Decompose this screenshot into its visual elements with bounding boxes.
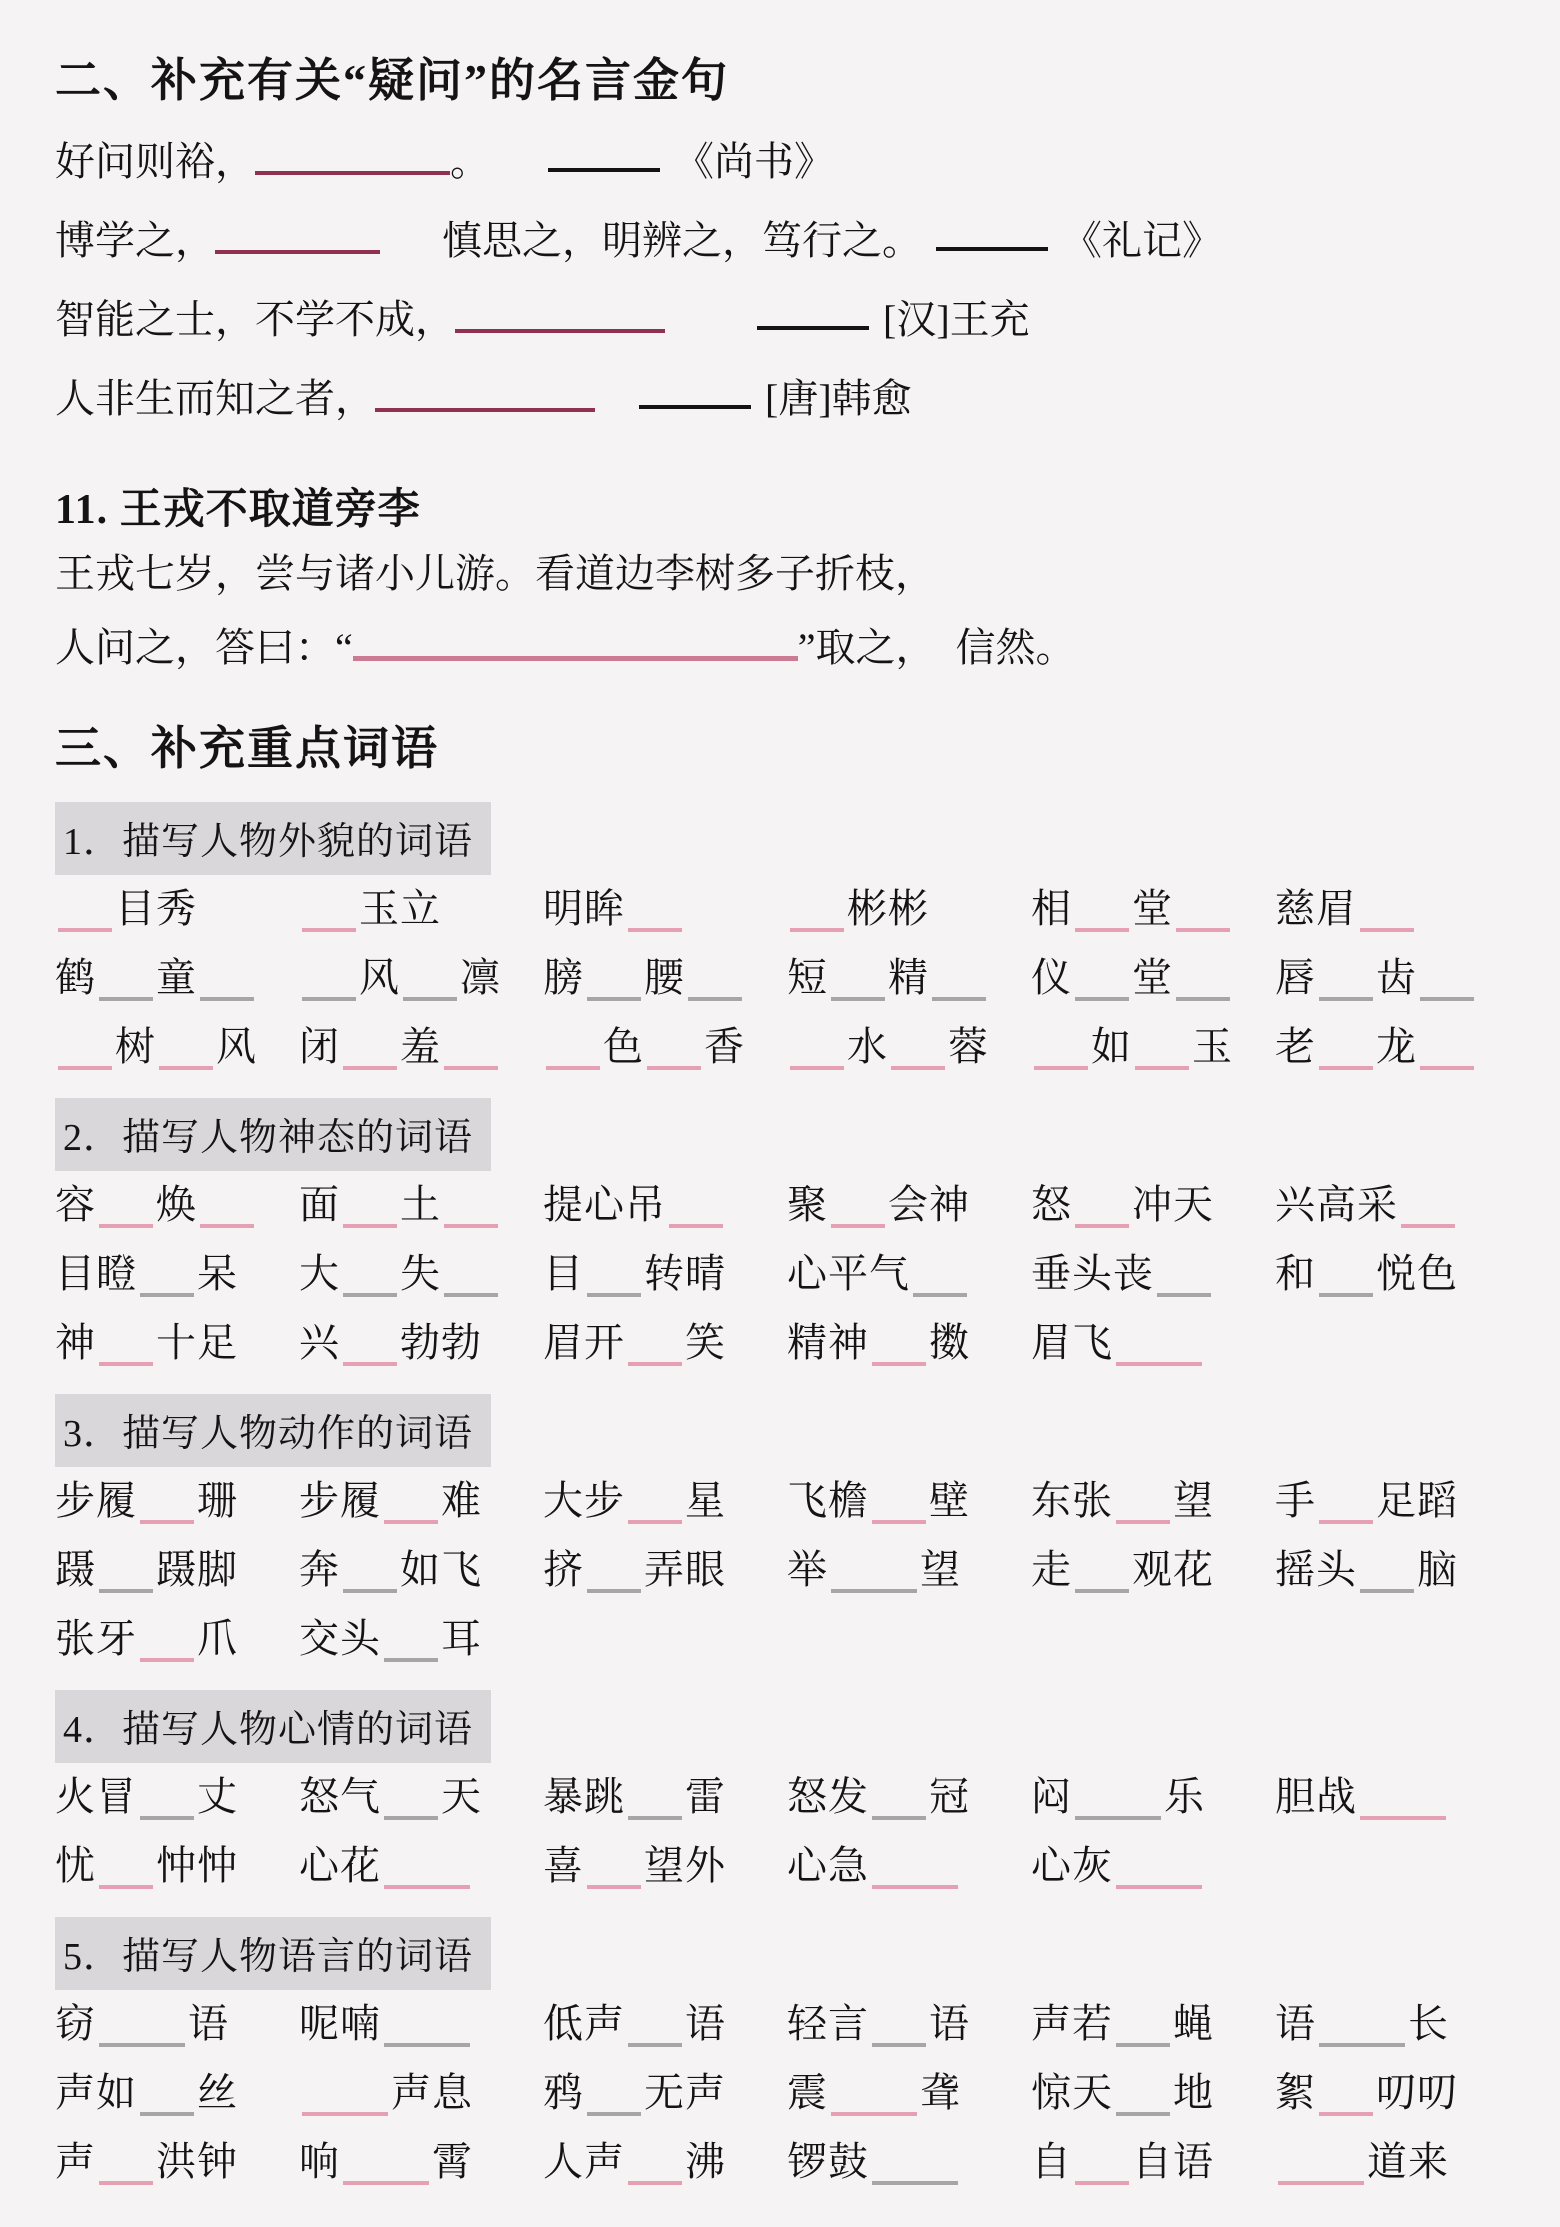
word-blank	[872, 1810, 926, 1820]
word-item: 相 堂	[1031, 877, 1261, 934]
word-blank	[444, 1060, 498, 1070]
word-item: 呢喃	[299, 1992, 529, 2049]
word-item: 喜 望外	[543, 1843, 726, 1888]
word-blank	[688, 991, 742, 1001]
word-blank	[932, 991, 986, 1001]
word-item: 鹤 童	[55, 946, 285, 1003]
word-item: 慈眉	[1275, 877, 1505, 934]
word-item: 容 焕	[55, 1173, 285, 1230]
quote-pre-text: 人非生而知之者，	[55, 376, 375, 421]
word-blank	[99, 1583, 153, 1593]
word-blank	[140, 1810, 194, 1820]
word-blank	[140, 2106, 194, 2116]
word-item: 交头 耳	[299, 1616, 482, 1661]
word-blank	[872, 2175, 958, 2185]
lesson-title: 11. 王戎不取道旁李	[55, 487, 421, 533]
word-blank	[384, 1810, 438, 1820]
quote-answer-blank	[255, 165, 450, 175]
word-blank	[343, 1583, 397, 1593]
word-blank	[587, 1879, 641, 1889]
quote-source: 《尚书》	[674, 139, 834, 184]
word-blank	[1319, 1060, 1373, 1070]
word-row	[55, 1538, 1505, 1607]
word-item: 眉飞	[1031, 1311, 1261, 1368]
subsection-header: 4．描写人物心情的词语	[55, 1690, 491, 1763]
word-item: 摇头 脑	[1275, 1547, 1458, 1592]
subsection-header: 1．描写人物外貌的词语	[55, 802, 491, 875]
word-blank	[1034, 1060, 1088, 1070]
word-blank	[587, 1287, 641, 1297]
word-blank	[628, 1810, 682, 1820]
word-row	[55, 1992, 1505, 2061]
quote-source: [汉]王充	[883, 297, 1030, 342]
quote-line	[55, 130, 1505, 209]
word-item: 举 望	[787, 1547, 961, 1592]
word-item: 明眸	[543, 877, 773, 934]
word-blank	[647, 1060, 701, 1070]
word-blank	[1157, 1287, 1211, 1297]
word-item: 心急	[787, 1834, 1017, 1891]
word-blank	[99, 991, 153, 1001]
word-blank	[891, 1060, 945, 1070]
word-item: 锣鼓	[787, 2130, 1017, 2187]
word-item: 奔 如飞	[299, 1547, 482, 1592]
quotes-list	[55, 130, 1505, 446]
word-blank	[343, 1060, 397, 1070]
word-item: 絮 叨叨	[1275, 2070, 1458, 2115]
word-blank	[1176, 922, 1230, 932]
word-item: 风 凛	[299, 946, 529, 1003]
quote-source: [唐]韩愈	[765, 376, 912, 421]
word-blank	[913, 1287, 967, 1297]
word-blank	[628, 2037, 682, 2047]
lesson-answer-blank	[353, 650, 798, 661]
word-item: 提心吊	[543, 1173, 773, 1230]
word-item: 精神 擞	[787, 1320, 970, 1365]
word-item: 彬彬	[787, 877, 1017, 934]
word-blank	[1360, 1810, 1446, 1820]
word-item: 怒 冲天	[1031, 1182, 1214, 1227]
word-item: 自 自语	[1031, 2139, 1214, 2184]
word-blank	[1278, 2175, 1364, 2185]
word-item: 面 土	[299, 1173, 529, 1230]
lesson-line-2	[55, 616, 1505, 690]
word-blank	[159, 1060, 213, 1070]
word-item: 垂头丧	[1031, 1242, 1261, 1299]
word-blank	[546, 1060, 600, 1070]
word-blank	[1116, 2037, 1170, 2047]
word-item: 窃 语	[55, 2001, 229, 2046]
word-item: 兴 勃勃	[299, 1320, 482, 1365]
word-item: 唇 齿	[1275, 946, 1505, 1003]
lesson-text: 王戎七岁，尝与诸小儿游。看道边李树多子折枝，	[55, 551, 935, 596]
lesson-line-1	[55, 542, 1505, 616]
word-blank	[302, 991, 356, 1001]
word-blank	[343, 1218, 397, 1228]
quote-post-text: 慎思之，明辨之，笃行之。	[442, 218, 922, 263]
word-blank	[628, 2175, 682, 2185]
word-blank	[831, 1218, 885, 1228]
word-blank	[628, 1514, 682, 1524]
word-item: 火冒 丈	[55, 1774, 238, 1819]
word-item: 暴跳 雷	[543, 1774, 726, 1819]
subsection-header: 3．描写人物动作的词语	[55, 1394, 491, 1467]
word-blank	[872, 1514, 926, 1524]
subsection-header: 5．描写人物语言的词语	[55, 1917, 491, 1990]
word-item: 胆战	[1275, 1765, 1505, 1822]
word-blank	[1319, 2037, 1405, 2047]
word-blank	[831, 2106, 917, 2116]
word-blank	[790, 922, 844, 932]
quote-source: 《礼记》	[1062, 218, 1222, 263]
word-blank	[343, 1356, 397, 1366]
quotes-section-title: 二、补充有关“疑问”的名言金句	[55, 55, 729, 106]
word-blank	[628, 922, 682, 932]
word-blank	[140, 1514, 194, 1524]
word-blank	[1319, 1287, 1373, 1297]
word-item: 轻言 语	[787, 2001, 970, 2046]
word-blank	[1319, 1514, 1373, 1524]
word-item: 声如 丝	[55, 2070, 238, 2115]
word-row	[55, 877, 1505, 946]
lesson-text: ”取之， 信然。	[797, 625, 1076, 670]
word-item: 老 龙	[1275, 1015, 1505, 1072]
word-item: 步履 难	[299, 1478, 482, 1523]
lesson-text: 人问之，答曰：“	[55, 625, 353, 670]
quote-post-text: 。	[450, 139, 490, 184]
word-item: 色 香	[543, 1015, 773, 1072]
word-row	[55, 946, 1505, 1015]
word-blank	[140, 1287, 194, 1297]
word-item: 蹑 蹑脚	[55, 1547, 238, 1592]
word-blank	[1116, 1356, 1202, 1366]
word-item: 眉开 笑	[543, 1320, 726, 1365]
word-blank	[587, 1583, 641, 1593]
word-item: 心花	[299, 1834, 529, 1891]
word-blank	[1319, 991, 1373, 1001]
word-row	[55, 1015, 1505, 1084]
word-blank	[1360, 1583, 1414, 1593]
word-blank	[384, 1514, 438, 1524]
word-item: 张牙 爪	[55, 1616, 238, 1661]
word-item: 膀 腰	[543, 946, 773, 1003]
word-blank	[1075, 1218, 1129, 1228]
word-item: 步履 珊	[55, 1478, 238, 1523]
word-item: 响 霄	[299, 2139, 473, 2184]
word-row	[55, 1173, 1505, 1242]
word-item: 飞檐 壁	[787, 1478, 970, 1523]
word-blank	[587, 991, 641, 1001]
word-item: 心平气	[787, 1242, 1017, 1299]
word-blank	[384, 1652, 438, 1662]
word-item: 震 聋	[787, 2070, 961, 2115]
word-blank	[343, 2175, 429, 2185]
word-blank	[1360, 922, 1414, 932]
word-row	[55, 2061, 1505, 2130]
word-blank	[872, 1879, 958, 1889]
word-blank	[1401, 1218, 1455, 1228]
word-item: 闷 乐	[1031, 1774, 1205, 1819]
quote-pre-text: 智能之士，不学不成，	[55, 297, 455, 342]
word-row	[55, 2130, 1505, 2199]
word-item: 和 悦色	[1275, 1251, 1458, 1296]
word-blank	[872, 1356, 926, 1366]
word-blank	[669, 1218, 723, 1228]
quote-line	[55, 367, 1505, 446]
word-blank	[444, 1287, 498, 1297]
word-blank	[1319, 2106, 1373, 2116]
word-row	[55, 1834, 1505, 1903]
word-blank	[1075, 1810, 1161, 1820]
quote-pre-text: 好问则裕，	[55, 139, 255, 184]
word-blank	[1176, 991, 1230, 1001]
word-blank	[790, 1060, 844, 1070]
word-blank	[99, 1356, 153, 1366]
word-item: 大 失	[299, 1242, 529, 1299]
em-dash	[548, 168, 660, 172]
word-blank	[1075, 991, 1129, 1001]
word-item: 聚 会神	[787, 1182, 970, 1227]
word-item: 怒发 冠	[787, 1774, 970, 1819]
word-item: 手 足蹈	[1275, 1478, 1458, 1523]
quote-answer-blank	[455, 323, 665, 333]
em-dash	[639, 405, 751, 409]
word-blank	[1116, 1514, 1170, 1524]
word-blank	[444, 1218, 498, 1228]
word-row	[55, 1242, 1505, 1311]
word-item: 心灰	[1031, 1834, 1261, 1891]
word-blank	[1075, 2175, 1129, 2185]
word-item: 怒气 天	[299, 1774, 482, 1819]
em-dash	[936, 247, 1048, 251]
word-item: 声 洪钟	[55, 2139, 238, 2184]
word-blank	[99, 2037, 185, 2047]
word-blank	[587, 2106, 641, 2116]
word-item: 目 转晴	[543, 1251, 726, 1296]
word-item: 树 风	[55, 1015, 285, 1072]
word-item: 挤 弄眼	[543, 1547, 726, 1592]
word-blank	[1075, 922, 1129, 932]
word-item: 声若 蝇	[1031, 2001, 1214, 2046]
word-blank	[1420, 1060, 1474, 1070]
word-row	[55, 1607, 1505, 1676]
word-item: 走 观花	[1031, 1547, 1214, 1592]
word-blank	[384, 2037, 470, 2047]
word-item: 短 精	[787, 946, 1017, 1003]
word-row	[55, 1765, 1505, 1834]
word-blank	[628, 1356, 682, 1366]
word-item: 如 玉	[1031, 1015, 1261, 1072]
word-blank	[302, 2106, 388, 2116]
em-dash	[757, 326, 869, 330]
word-blank	[99, 1218, 153, 1228]
word-item: 大步 星	[543, 1478, 726, 1523]
word-blank	[200, 1218, 254, 1228]
word-blank	[831, 1583, 917, 1593]
word-item: 鸦 无声	[543, 2070, 726, 2115]
word-row	[55, 1469, 1505, 1538]
quote-line	[55, 209, 1505, 288]
word-blank	[58, 922, 112, 932]
word-item: 语 长	[1275, 2001, 1449, 2046]
subsection-header: 2．描写人物神态的词语	[55, 1098, 491, 1171]
word-blank	[872, 2037, 926, 2047]
word-blank	[403, 991, 457, 1001]
word-blank	[140, 1652, 194, 1662]
word-item: 道来	[1275, 2130, 1505, 2187]
word-blank	[58, 1060, 112, 1070]
quote-line	[55, 288, 1505, 367]
word-item: 忧 忡忡	[55, 1843, 238, 1888]
quote-answer-blank	[375, 402, 595, 412]
word-blank	[99, 2175, 153, 2185]
word-blank	[1116, 1879, 1202, 1889]
quote-pre-text: 博学之，	[55, 218, 215, 263]
word-blank	[1075, 1583, 1129, 1593]
word-item: 低声 语	[543, 2001, 726, 2046]
word-blank	[1135, 1060, 1189, 1070]
word-blank	[1116, 2106, 1170, 2116]
word-item: 兴高采	[1275, 1173, 1505, 1230]
word-item: 惊天 地	[1031, 2070, 1214, 2115]
words-section-title: 三、补充重点词语	[55, 723, 439, 774]
word-item: 闭 羞	[299, 1015, 529, 1072]
word-item: 玉立	[299, 877, 529, 934]
quote-answer-blank	[215, 244, 380, 254]
word-blank	[1420, 991, 1474, 1001]
word-item: 东张 望	[1031, 1478, 1214, 1523]
word-item: 目瞪 呆	[55, 1251, 238, 1296]
word-blank	[200, 991, 254, 1001]
word-item: 水 蓉	[787, 1015, 1017, 1072]
word-blank	[831, 991, 885, 1001]
word-item: 目秀	[55, 877, 285, 934]
word-row	[55, 1311, 1505, 1380]
word-item: 声息	[299, 2061, 529, 2118]
word-blank	[343, 1287, 397, 1297]
word-blank	[99, 1879, 153, 1889]
word-item: 神 十足	[55, 1320, 238, 1365]
word-item: 人声 沸	[543, 2139, 726, 2184]
word-blank	[384, 1879, 470, 1889]
word-item: 仪 堂	[1031, 946, 1261, 1003]
word-subsections	[55, 788, 1505, 2199]
word-blank	[302, 922, 356, 932]
